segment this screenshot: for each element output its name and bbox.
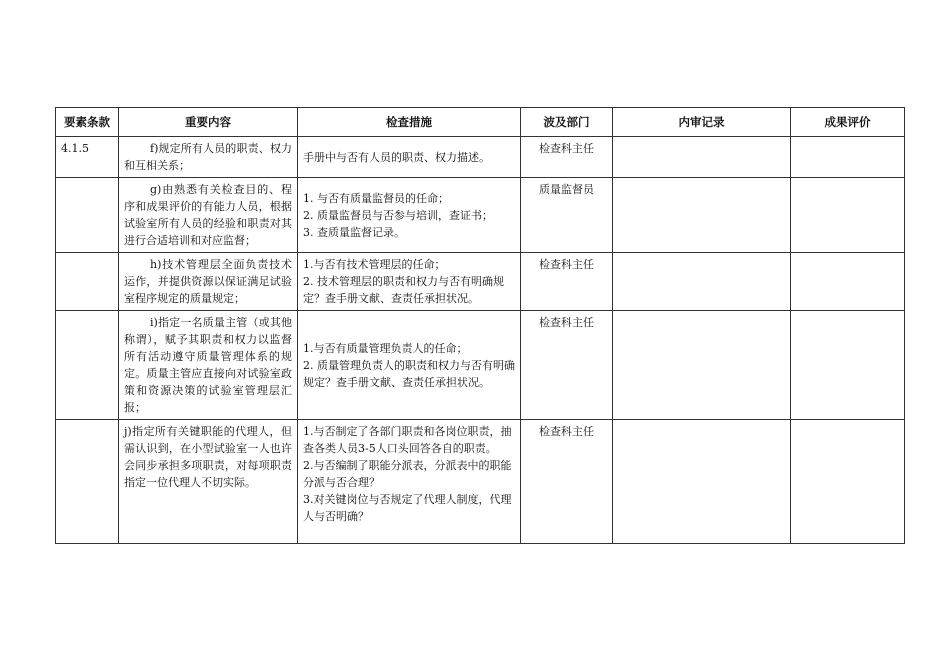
measure-item: 3. 查质量监督记录。 [303,225,405,239]
content-cell [119,137,298,178]
evaluation-cell [791,420,905,544]
record-cell [613,420,791,544]
measures-cell [298,253,521,311]
measures-cell [298,178,521,253]
record-cell [613,253,791,311]
content-text: j)指定所有关键职能的代理人，但需认识到，在小型试验室一人也许会同步承担多项职责，对每项职责指定一位代理人不切实际。 [124,425,292,489]
content-cell [119,253,298,311]
clause-cell [56,178,119,253]
content-cell [119,420,298,544]
header-record: 内审记录 [613,108,791,137]
header-clause: 要素条款 [56,108,119,137]
table-row [56,178,905,253]
table-row [56,253,905,311]
content-cell [119,178,298,253]
dept-cell: 检查科主任 [521,253,613,311]
record-cell [613,311,791,420]
measure-item: 2.与否编制了职能分派表，分派表中的职能分派与否合理？ [303,459,512,489]
measure-item: 1.与否有技术管理层的任命； [303,258,446,271]
measure-item: 2. 技术管理层的职责和权力与否有明确规定？查手册文献、查责任承担状况。 [303,275,504,305]
content-text: h)技术管理层全面负责技术运作，并提供资源以保证满足试验室程序规定的质量规定； [124,258,292,305]
measure-item: 1.与否有质量管理负责人的任命； [303,341,468,355]
measures-cell [298,420,521,544]
header-measures: 检查措施 [298,108,521,137]
content-text: f)规定所有人员的职责、权力和互相关系； [124,142,292,172]
measures-cell [298,137,521,178]
measure-item: 2. 质量管理负责人的职责和权力与否有明确规定？查手册文献、查责任承担状况。 [303,358,515,389]
clause-cell [56,311,119,420]
header-dept: 波及部门 [521,108,613,137]
clause-cell [56,253,119,311]
record-cell [613,178,791,253]
evaluation-cell [791,137,905,178]
dept-cell: 检查科主任 [521,137,613,178]
measure-item: 1. 与否有质量监督员的任命； [303,191,449,205]
measure-item: 1.与否制定了各部门职责和各岗位职责，抽查各类人员3-5人口头回答各自的职责。 [303,425,512,455]
content-cell [119,311,298,420]
measure-item: 2. 质量监督员与否参与培训，查证书； [303,208,493,222]
header-row [56,108,905,137]
table-row [56,137,905,178]
evaluation-cell [791,253,905,311]
measure-item: 手册中与否有人员的职责、权力描述。 [303,150,490,164]
clause-cell [56,420,119,544]
dept-cell: 检查科主任 [521,420,613,544]
header-content: 重要内容 [119,108,298,137]
dept-cell: 质量监督员 [521,178,613,253]
content-text: i)指定一名质量主管（或其他称谓），赋予其职责和权力以监督所有活动遵守质量管理体系的规定。质量主管应直接向对试验室政策和资源决策的试验室管理层汇报； [124,316,292,414]
table-row [56,420,905,544]
record-cell [613,137,791,178]
measures-cell [298,311,521,420]
content-text: g)由熟悉有关检查目的、程序和成果评价的有能力人员，根据试验室所有人员的经验和职责对其进行合适培训和对应监督； [124,183,292,247]
evaluation-cell [791,178,905,253]
evaluation-cell [791,311,905,420]
header-evaluation: 成果评价 [791,108,905,137]
measure-item: 3.对关键岗位与否规定了代理人制度，代理人与否明确？ [303,493,512,523]
dept-cell: 检查科主任 [521,311,613,420]
clause-cell: 4.1.5 [56,137,119,178]
table-row [56,311,905,420]
audit-checklist-table [55,107,905,544]
